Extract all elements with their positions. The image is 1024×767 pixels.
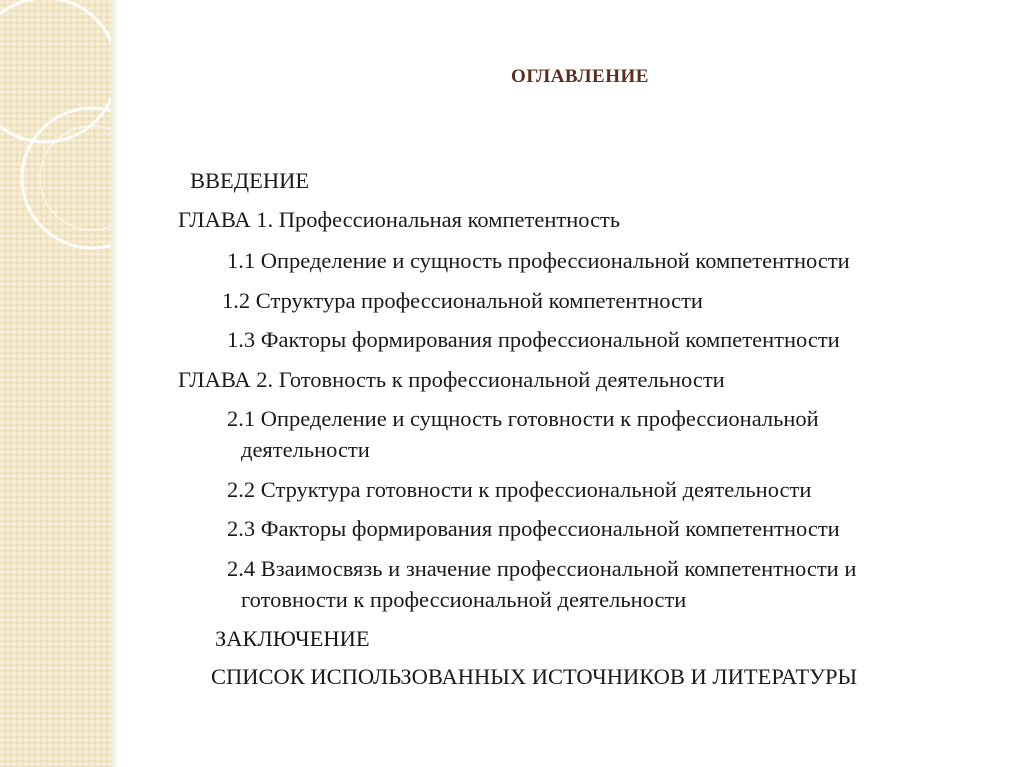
- toc-item: деятельности: [241, 437, 370, 462]
- decorative-circles: [0, 0, 111, 767]
- page-title: ОГЛАВЛЕНИЕ: [511, 66, 649, 87]
- toc-item: 2.2 Структура готовности к профессиональной деятельности: [227, 477, 812, 502]
- toc-item: 2.3 Факторы формирования профессиональной компетентности: [227, 516, 840, 541]
- toc-item: ГЛАВА 1. Профессиональная компетентность: [178, 207, 621, 232]
- toc-item: СПИСОК ИСПОЛЬЗОВАННЫХ ИСТОЧНИКОВ И ЛИТЕРАТУРЫ: [211, 664, 858, 689]
- toc-item: 1.1 Определение и сущность профессиональной компетентности: [227, 248, 850, 273]
- toc-item: 2.4 Взаимосвязь и значение профессиональной компетентности и: [227, 556, 857, 581]
- toc-item: 1.2 Структура профессиональной компетентности: [222, 288, 703, 313]
- toc-item: ГЛАВА 2. Готовность к профессиональной деятельности: [178, 367, 725, 392]
- toc-item: 1.3 Факторы формирования профессиональной компетентности: [227, 327, 840, 352]
- toc-item: 2.1 Определение и сущность готовности к профессиональной: [227, 406, 819, 431]
- toc-item: ВВЕДЕНИЕ: [190, 168, 310, 193]
- decorative-side-band: [0, 0, 111, 767]
- toc-item: ЗАКЛЮЧЕНИЕ: [215, 626, 370, 651]
- side-band-shadow: [111, 0, 119, 767]
- toc-item: готовности к профессиональной деятельности: [241, 587, 687, 612]
